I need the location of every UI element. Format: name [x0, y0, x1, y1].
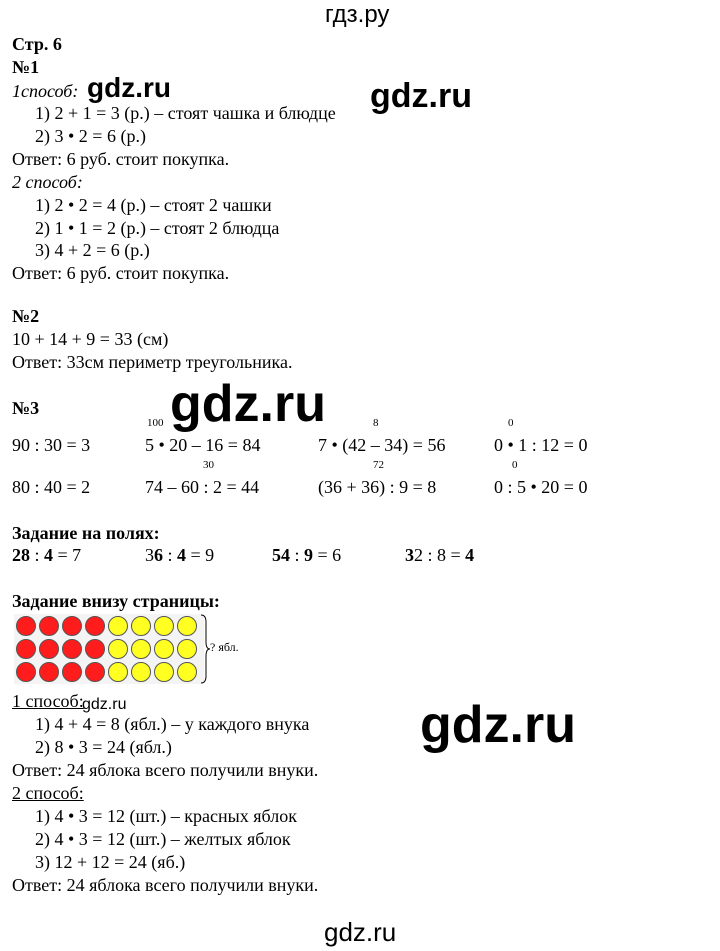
task1-way2-title: 2 способ: — [12, 172, 83, 192]
watermark: gdz.ru — [82, 696, 127, 713]
task2-line: 10 + 14 + 9 = 33 (см) — [12, 329, 169, 349]
task3-r2c4: 0 : 5 • 20 = 0 — [494, 477, 588, 497]
task3-sup-100: 100 — [147, 417, 164, 429]
margin-task-item-4 — [405, 546, 474, 564]
yellow-apple — [131, 616, 151, 636]
bottom-way1-line2: 2) 8 • 3 = 24 (ябл.) — [35, 737, 172, 757]
task3-r1c4: 0 • 1 : 12 = 0 — [494, 435, 588, 455]
watermark: gdz.ru — [170, 375, 326, 433]
task3-r2c1: 80 : 40 = 2 — [12, 477, 91, 497]
result: = 9 — [186, 545, 215, 565]
red-apple — [85, 616, 105, 636]
task1-answer1: Ответ: 6 руб. стоит покупка. — [12, 149, 230, 169]
yellow-apple — [154, 616, 174, 636]
margin-task-item-2 — [145, 546, 214, 564]
op: : — [290, 545, 305, 565]
task1-way2-line1: 1) 2 • 2 = 4 (р.) – стоят 2 чашки — [35, 195, 272, 215]
yellow-apple — [131, 639, 151, 659]
bottom-answer1: Ответ: 24 яблока всего получили внуки. — [12, 760, 319, 780]
site-header: гдз.ру — [325, 1, 390, 28]
watermark: gdz.ru — [370, 77, 472, 115]
bottom-way2-line2: 2) 4 • 3 = 12 (шт.) – желтых яблок — [35, 829, 291, 849]
yellow-apple — [154, 662, 174, 682]
red-apple — [62, 639, 82, 659]
task2-number: №2 — [12, 306, 40, 326]
yellow-apple — [177, 662, 197, 682]
task3-r2c3: (36 + 36) : 9 = 8 — [318, 477, 437, 497]
task3-sup-30: 30 — [203, 459, 214, 471]
red-apple — [85, 662, 105, 682]
apple-grid — [14, 614, 204, 684]
yellow-apple — [131, 662, 151, 682]
digits: 4 — [177, 545, 187, 565]
digits: 4 — [44, 545, 54, 565]
bottom-way2-title: 2 способ: — [12, 783, 84, 803]
yellow-apple — [108, 662, 128, 682]
bottom-way2-line3: 3) 12 + 12 = 24 (яб.) — [35, 852, 186, 872]
result: = 6 — [313, 545, 342, 565]
bottom-task-title: Задание внизу страницы: — [12, 591, 220, 611]
bottom-way1-title: 1 способ: — [12, 691, 84, 711]
red-apple — [85, 639, 105, 659]
task3-r2c2: 74 – 60 : 2 = 44 — [145, 477, 260, 497]
op: : — [30, 545, 45, 565]
task1-way1-title: 1способ: — [12, 81, 79, 101]
task3-sup-0a: 0 — [508, 417, 514, 429]
yellow-apple — [177, 616, 197, 636]
task1-way1-line2: 2) 3 • 2 = 6 (р.) — [35, 126, 146, 146]
task3-r1c2: 5 • 20 – 16 = 84 — [145, 435, 261, 455]
task3-sup-72: 72 — [373, 459, 384, 471]
margin-task-title: Задание на полях: — [12, 523, 160, 543]
rest: 2 : 8 = — [414, 545, 466, 565]
digit: 3 — [405, 545, 414, 565]
brace-icon — [200, 614, 210, 684]
bottom-answer2: Ответ: 24 яблока всего получили внуки. — [12, 875, 319, 895]
watermark: gdz.ru — [324, 917, 397, 947]
watermark: gdz.ru — [420, 696, 576, 754]
task3-sup-8: 8 — [373, 417, 379, 429]
page-reference: Стр. 6 — [12, 34, 62, 54]
digit-bold: 6 — [154, 545, 163, 565]
margin-task-item-1 — [12, 546, 81, 564]
task1-way1-line1: 1) 2 + 1 = 3 (р.) – стоят чашка и блюдце — [35, 103, 336, 123]
digit-plain: 3 — [145, 545, 154, 565]
task1-way2-line2: 2) 1 • 1 = 2 (р.) – стоят 2 блюдца — [35, 218, 280, 238]
task1-answer2: Ответ: 6 руб. стоит покупка. — [12, 263, 230, 283]
yellow-apple — [154, 639, 174, 659]
red-apple — [16, 639, 36, 659]
digits: 54 — [272, 545, 290, 565]
digits: 28 — [12, 545, 30, 565]
task3-sup-0b: 0 — [512, 459, 518, 471]
task3-r1c1: 90 : 30 = 3 — [12, 435, 91, 455]
margin-task-item-3 — [272, 546, 341, 564]
red-apple — [62, 616, 82, 636]
task1-number: №1 — [12, 57, 40, 77]
task1-way2-line3: 3) 4 + 2 = 6 (р.) — [35, 240, 150, 260]
red-apple — [39, 616, 59, 636]
red-apple — [62, 662, 82, 682]
task3-r1c3: 7 • (42 – 34) = 56 — [318, 435, 446, 455]
bottom-way2-line1: 1) 4 • 3 = 12 (шт.) – красных яблок — [35, 806, 297, 826]
digits — [145, 545, 163, 565]
op: : — [163, 545, 178, 565]
red-apple — [39, 662, 59, 682]
red-apple — [16, 662, 36, 682]
red-apple — [16, 616, 36, 636]
bottom-way1-line1: 1) 4 + 4 = 8 (ябл.) – у каждого внука — [35, 714, 310, 734]
yellow-apple — [108, 616, 128, 636]
red-apple — [39, 639, 59, 659]
result: = 7 — [53, 545, 82, 565]
yellow-apple — [108, 639, 128, 659]
digits: 9 — [304, 545, 314, 565]
task3-number: №3 — [12, 398, 40, 418]
task2-answer: Ответ: 33см периметр треугольника. — [12, 352, 293, 372]
watermark: gdz.ru — [87, 72, 171, 103]
result-digit: 4 — [465, 545, 475, 565]
brace-label: ? ябл. — [210, 640, 239, 654]
yellow-apple — [177, 639, 197, 659]
